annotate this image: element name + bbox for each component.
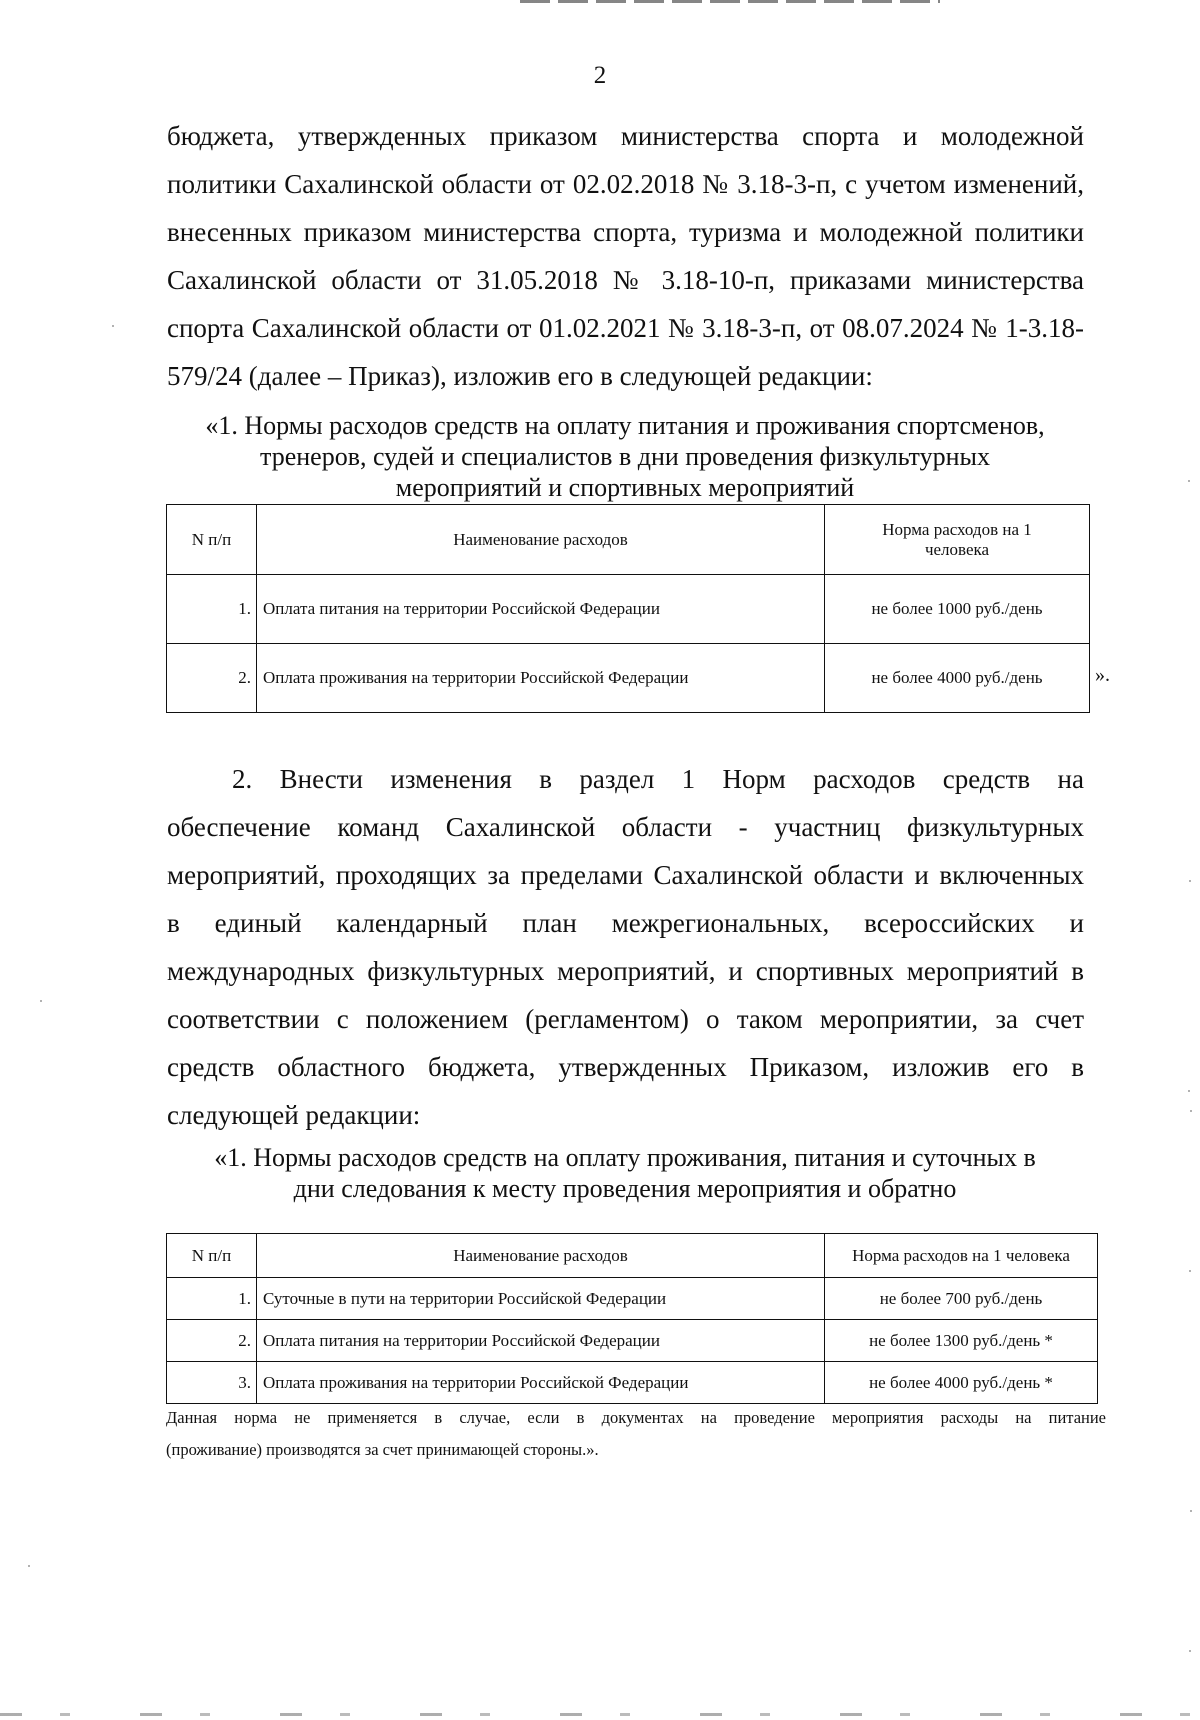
- row-number: 1.: [167, 1278, 257, 1320]
- paragraph-line: средств областного бюджета, утвержденных Приказом, изложив его в: [167, 1052, 1084, 1082]
- paragraph-line: 2. Внести изменения в раздел 1 Норм расходов средств на: [232, 764, 1084, 794]
- row-norm-value: не более 700 руб./день: [825, 1278, 1098, 1320]
- scan-edge-top: [520, 0, 940, 3]
- scan-speck: [1188, 1090, 1190, 1092]
- page-number: 2: [593, 62, 607, 89]
- row-number: 2.: [167, 644, 257, 713]
- heading-line: «1. Нормы расходов средств на оплату проживания, питания и суточных в: [214, 1143, 1036, 1172]
- heading-line: «1. Нормы расходов средств на оплату питания и проживания спортсменов,: [205, 411, 1045, 440]
- scan-speck: [1188, 480, 1190, 482]
- scan-speck: [1189, 1650, 1191, 1652]
- scan-speck: [112, 325, 114, 327]
- row-expense-name: Оплата проживания на территории Российской Федерации: [257, 1362, 825, 1404]
- expense-norms-table-2: [166, 1233, 1098, 1404]
- paragraph-line: следующей редакции:: [167, 1100, 421, 1130]
- table-row: [167, 644, 1090, 713]
- paragraph-line: соответствии с положением (регламентом) о таком мероприятии, за счет: [167, 1004, 1084, 1034]
- paragraph-line: спорта Сахалинской области от 01.02.2021 № 3.18-3-п, от 08.07.2024 № 1-3.18-: [167, 313, 1084, 343]
- paragraph-item-2: [167, 755, 1084, 1139]
- row-expense-name: Оплата питания на территории Российской Федерации: [257, 575, 825, 644]
- paragraph-line: внесенных приказом министерства спорта, туризма и молодежной политики: [167, 217, 1084, 247]
- footnote-line: Данная норма не применяется в случае, если в документах на проведение мероприятия расходы на питание: [166, 1408, 1106, 1427]
- paragraph-line: обеспечение команд Сахалинской области - участниц физкультурных: [167, 812, 1084, 842]
- table-header-row: [167, 1234, 1098, 1278]
- scan-speck: [1189, 1270, 1191, 1272]
- table-row: [167, 575, 1090, 644]
- paragraph-line: международных физкультурных мероприятий, и спортивных мероприятий в: [167, 956, 1084, 986]
- table-row: [167, 1278, 1098, 1320]
- heading-line: мероприятий и спортивных мероприятий: [395, 473, 855, 502]
- scan-speck: [40, 1000, 42, 1002]
- column-header-number: N п/п: [167, 1234, 257, 1278]
- column-header-number: N п/п: [167, 505, 257, 575]
- column-header-name: Наименование расходов: [257, 505, 825, 575]
- row-norm-value: не более 4000 руб./день: [825, 644, 1090, 713]
- paragraph-line: Сахалинской области от 31.05.2018 № 3.18-10-п, приказами министерства: [167, 265, 1084, 295]
- footnote-line: (проживание) производятся за счет принимающей стороны.».: [166, 1440, 599, 1459]
- row-expense-name: Оплата питания на территории Российской Федерации: [257, 1320, 825, 1362]
- table2-heading: [150, 1142, 1100, 1204]
- paragraph-continuation: [167, 112, 1084, 400]
- row-norm-value: не более 1300 руб./день *: [825, 1320, 1098, 1362]
- row-number: 1.: [167, 575, 257, 644]
- scan-edge-bottom: [0, 1713, 1200, 1716]
- row-number: 3.: [167, 1362, 257, 1404]
- scan-speck: [1189, 880, 1191, 882]
- scan-speck: [1190, 1110, 1192, 1112]
- table-header-row: [167, 505, 1090, 575]
- closing-quote: ».: [1095, 664, 1110, 686]
- footnote: [166, 1402, 1106, 1466]
- row-expense-name: Оплата проживания на территории Российской Федерации: [257, 644, 825, 713]
- paragraph-line: бюджета, утвержденных приказом министерства спорта и молодежной: [167, 121, 1084, 151]
- scan-speck: [28, 1565, 30, 1567]
- paragraph-line: в единый календарный план межрегиональных, всероссийских и: [167, 908, 1084, 938]
- column-header-name: Наименование расходов: [257, 1234, 825, 1278]
- table-row: [167, 1362, 1098, 1404]
- paragraph-line: 579/24 (далее – Приказ), изложив его в следующей редакции:: [167, 361, 873, 391]
- row-norm-value: не более 1000 руб./день: [825, 575, 1090, 644]
- column-header-norm: Норма расходов на 1 человека: [825, 505, 1090, 575]
- scan-speck: [1190, 1510, 1192, 1512]
- row-norm-value: не более 4000 руб./день *: [825, 1362, 1098, 1404]
- paragraph-line: мероприятий, проходящих за пределами Сахалинской области и включенных: [167, 860, 1084, 890]
- heading-line: тренеров, судей и специалистов в дни проведения физкультурных: [260, 442, 990, 471]
- row-expense-name: Суточные в пути на территории Российской Федерации: [257, 1278, 825, 1320]
- expense-norms-table-1: [166, 504, 1090, 713]
- table-row: [167, 1320, 1098, 1362]
- row-number: 2.: [167, 1320, 257, 1362]
- column-header-norm: Норма расходов на 1 человека: [825, 1234, 1098, 1278]
- table1-heading: [150, 410, 1100, 503]
- paragraph-line: политики Сахалинской области от 02.02.2018 № 3.18-3-п, с учетом изменений,: [167, 169, 1084, 199]
- heading-line: дни следования к месту проведения мероприятия и обратно: [293, 1174, 957, 1203]
